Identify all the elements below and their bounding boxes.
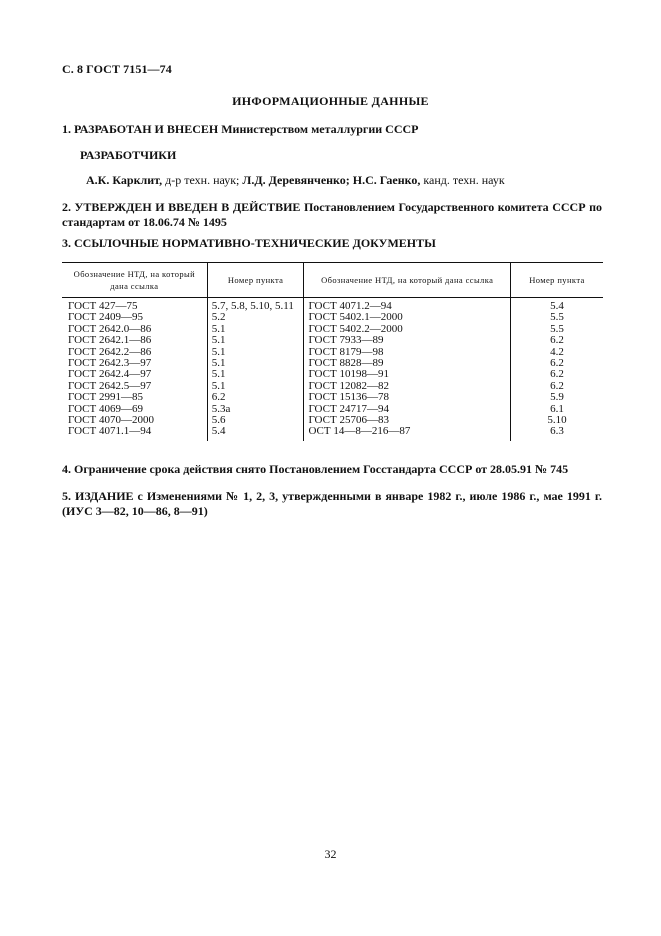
ntd-designation-cell: ГОСТ 8179—98 xyxy=(304,347,510,358)
clause-number-cell: 5.4 xyxy=(510,298,603,313)
page-number: 32 xyxy=(324,847,337,861)
ntd-designation-cell: ОСТ 14—8—216—87 xyxy=(304,426,510,440)
clause-number-cell: 5.1 xyxy=(207,324,304,335)
ntd-designation-cell: ГОСТ 4071.2—94 xyxy=(304,298,510,313)
section-3: 3. ССЫЛОЧНЫЕ НОРМАТИВНО-ТЕХНИЧЕСКИЕ ДОКУМЕНТЫ xyxy=(62,236,436,250)
ntd-designation-cell: ГОСТ 25706—83 xyxy=(304,415,510,426)
references-table xyxy=(62,262,603,441)
clause-number-cell: 6.1 xyxy=(510,404,603,415)
clause-number-cell: 5.3а xyxy=(207,404,304,415)
author-1-degree: д-р техн. наук; xyxy=(162,173,243,187)
clause-number-cell: 5.1 xyxy=(207,381,304,392)
ntd-designation-cell: ГОСТ 4070—2000 xyxy=(68,414,154,427)
section-2: 2. УТВЕРЖДЕН И ВВЕДЕН В ДЕЙСТВИЕ Постановлением Государственного комитета СССР по стандартам от 18.06.74 № 1495 xyxy=(62,200,602,229)
clause-number-cell: 6.2 xyxy=(207,392,304,403)
clause-number-cell: 5.10 xyxy=(510,415,603,426)
table-row xyxy=(62,426,603,440)
section-4: 4. Ограничение срока действия снято Постановлением Госстандарта СССР от 28.05.91 № 745 xyxy=(62,462,569,476)
clause-number-cell: 5.5 xyxy=(510,312,603,323)
header-ntd-left: Обозначение НТД, на который дана ссылка xyxy=(62,263,207,298)
header-ntd-right: Обозначение НТД, на который дана ссылка xyxy=(304,263,510,298)
ntd-designation-cell: ГОСТ 4069—69 xyxy=(68,402,143,415)
ntd-designation-cell: ГОСТ 7933—89 xyxy=(304,335,510,346)
clause-number-cell: 5.1 xyxy=(207,347,304,358)
running-header: С. 8 ГОСТ 7151—74 xyxy=(62,62,172,76)
ntd-designation-cell: ГОСТ 5402.2—2000 xyxy=(304,324,510,335)
ntd-designation-cell: ГОСТ 8828—89 xyxy=(304,358,510,369)
ntd-designation-cell: ГОСТ 2642.2—86 xyxy=(68,345,152,358)
table-row xyxy=(62,335,603,346)
ntd-designation-cell: ГОСТ 12082—82 xyxy=(304,381,510,392)
ntd-designation-cell: ГОСТ 427—75 xyxy=(68,300,138,312)
clause-number-cell: 5.4 xyxy=(207,426,304,440)
section-1-text: Министерством металлургии СССР xyxy=(218,122,419,136)
section-5: 5. ИЗДАНИЕ с Изменениями № 1, 2, 3, утвержденными в январе 1982 г., июле 1986 г., мае 1991 г. (ИУС 3—82, 10—86, 8—91) xyxy=(62,489,602,518)
clause-number-cell: 6.2 xyxy=(510,358,603,369)
clause-number-cell: 5.6 xyxy=(207,415,304,426)
table-row xyxy=(62,392,603,403)
section-1 xyxy=(62,122,602,137)
page-title: ИНФОРМАЦИОННЫЕ ДАННЫЕ xyxy=(232,94,429,108)
header-clause-left: Номер пункта xyxy=(207,263,304,298)
clause-number-cell: 5.5 xyxy=(510,324,603,335)
ntd-designation-cell: ГОСТ 24717—94 xyxy=(304,404,510,415)
author-2-degree: канд. техн. наук xyxy=(420,173,505,187)
table-header-row xyxy=(62,263,603,298)
clause-number-cell: 5.2 xyxy=(207,312,304,323)
ntd-designation-cell: ГОСТ 2642.4—97 xyxy=(68,368,152,381)
clause-number-cell: 6.2 xyxy=(510,381,603,392)
ntd-designation-cell: ГОСТ 5402.1—2000 xyxy=(304,312,510,323)
developers-heading: РАЗРАБОТЧИКИ xyxy=(80,148,177,162)
clause-number-cell: 4.2 xyxy=(510,347,603,358)
author-1-name: А.К. Карклит, xyxy=(86,173,163,187)
author-2-names: Л.Д. Деревянченко; Н.С. Гаенко, xyxy=(242,173,421,187)
header-clause-right: Номер пункта xyxy=(510,263,603,298)
clause-number-cell: 6.3 xyxy=(510,426,603,440)
ntd-designation-cell: ГОСТ 2991—85 xyxy=(68,391,143,404)
clause-number-cell: 6.2 xyxy=(510,335,603,346)
table-row xyxy=(62,298,603,313)
ntd-designation-cell: ГОСТ 2642.0—86 xyxy=(68,322,152,335)
clause-number-cell: 5.7, 5.8, 5.10, 5.11 xyxy=(207,298,304,313)
developers-list xyxy=(86,173,505,188)
ntd-designation-cell: ГОСТ 4071.1—94 xyxy=(68,425,152,438)
ntd-designation-cell: ГОСТ 2642.3—97 xyxy=(68,357,152,370)
ntd-designation-cell: ГОСТ 2642.1—86 xyxy=(68,334,152,347)
clause-number-cell: 5.1 xyxy=(207,369,304,380)
ntd-designation-cell: ГОСТ 2642.5—97 xyxy=(68,379,152,392)
ntd-designation-cell: ГОСТ 10198—91 xyxy=(304,369,510,380)
clause-number-cell: 6.2 xyxy=(510,369,603,380)
clause-number-cell: 5.1 xyxy=(207,358,304,369)
section-1-lead: 1. РАЗРАБОТАН И ВНЕСЕН xyxy=(62,122,219,136)
ntd-designation-cell: ГОСТ 15136—78 xyxy=(304,392,510,403)
clause-number-cell: 5.1 xyxy=(207,335,304,346)
clause-number-cell: 5.9 xyxy=(510,392,603,403)
ntd-designation-cell: ГОСТ 2409—95 xyxy=(68,311,143,324)
